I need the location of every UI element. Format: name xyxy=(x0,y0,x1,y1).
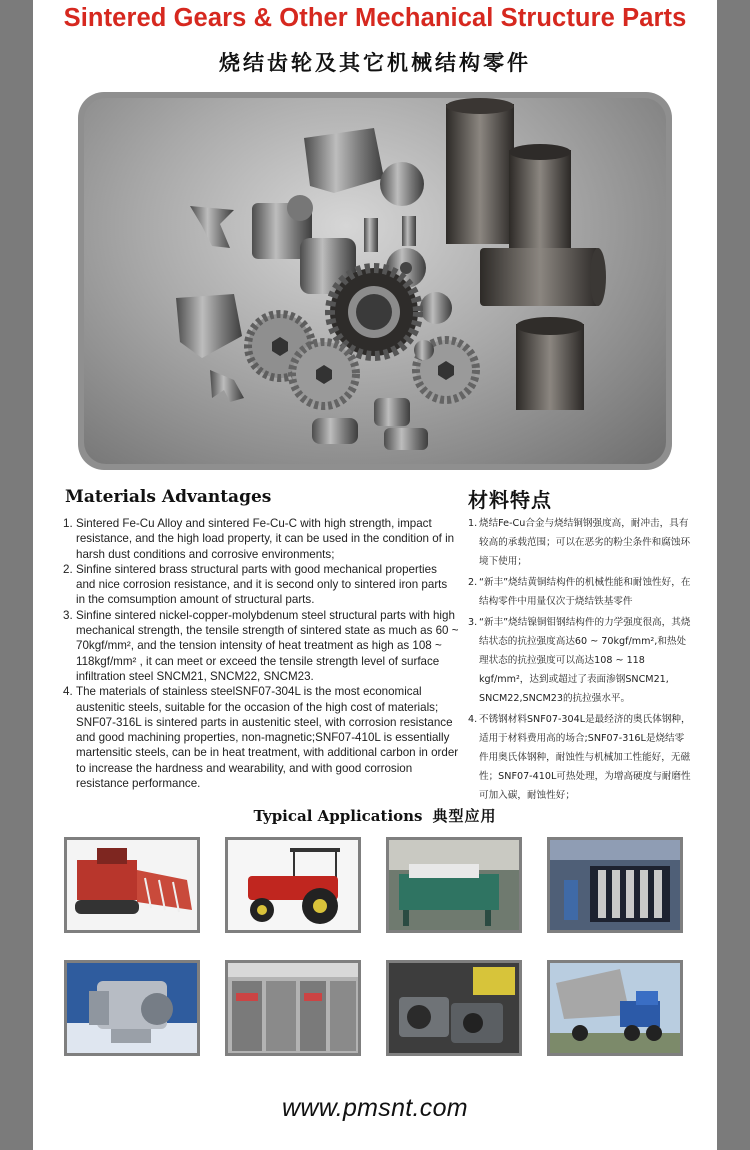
application-dump-truck-photo xyxy=(547,960,683,1056)
footer-url[interactable]: www.pmsnt.com xyxy=(282,1094,468,1122)
list-item: 1. 烧结Fe-Cu合金与烧结铜钢强度高，耐冲击，具有较高的承载范围；可以在恶劣的粉尘条件和腐蚀环境下使用； xyxy=(468,518,691,567)
applications-heading-cn: 典型应用 xyxy=(432,807,497,825)
application-motors-photo xyxy=(386,960,522,1056)
applications-heading xyxy=(33,805,717,826)
list-item: 3. “新丰”烧结镍铜钼钢结构件的力学强度很高，其烧结状态的抗拉强度高达60 ~ 70kgf/mm²,和热处理状态的抗拉强度可以高达108 ~ 118 kgf/mm²，达到或超过了表面渗钢SNCM21, SNCM22,SNCM23的抗拉强水平。 xyxy=(468,617,691,704)
list-item: 3. Sinfine sintered nickel-copper-molybdenum steel structural parts with high mechanical strength, the tensile strength of sintered state as much as 60 ~ 70kgf/mm², and the tension intensity of heat treatment as high as 108 ~ 118kgf/mm² , it can meet or exceed the tensile strength level of surface infiltration steel SNCM21, SNCM22, SNCM23. xyxy=(63,608,459,683)
list-item: 1. Sintered Fe-Cu Alloy and sintered Fe-Cu-C with high strength, impact resistance, and the high load property, it can be used in the condition of in harsh dust conditions and corrosive environments; xyxy=(63,517,455,561)
application-tractor-photo xyxy=(225,837,361,933)
materials-heading-cn: 材料特点 xyxy=(468,488,552,512)
hero-parts-photo xyxy=(78,92,672,470)
list-item: 4. 不锈钢材料SNF07-304L是最经济的奥氏体钢种，适用于材料费用高的场合;SNF07-316L是烧结零件用奥氏体钢种，耐蚀性与机械加工性能好，无磁性；SNF07-410L可热处理，为增高硬度与耐磨性可加入碳，耐蚀性好； xyxy=(468,714,691,801)
applications-heading-en: Typical Applications xyxy=(253,807,423,825)
application-factory-line-photo xyxy=(547,837,683,933)
materials-list-en xyxy=(63,516,459,791)
brochure-page xyxy=(33,0,717,1150)
sintered-parts-illustration xyxy=(84,98,666,464)
list-item: 2. Sinfine sintered brass structural parts with good mechanical properties and nice corrosion resistance, and it is second only to sintered iron parts in the comsumption amount of structural parts. xyxy=(63,562,448,607)
materials-list-cn xyxy=(468,514,693,807)
application-knitting-machines-photo xyxy=(225,960,361,1056)
materials-heading-en: Materials Advantages xyxy=(65,487,272,507)
application-compressor-photo xyxy=(64,960,200,1056)
list-item: 4. The materials of stainless steelSNF07-304L is the most economical austenitic steels, suitable for the occasion of the high cost of materials; SNF07-316L is sintered parts in austenitic steel, with corrosion resistance and good machining properties, non-magnetic;SNF07-410L is essentially martensitic steels, can be in heat treatment, with additional carbon in order to increase the hardness and wearability, and with good corrosion resistance performance. xyxy=(63,685,459,791)
application-harvester-photo xyxy=(64,837,200,933)
title-cn: 烧结齿轮及其它机械结构零件 xyxy=(219,51,531,75)
list-item: 2. “新丰”烧结黄铜结构件的机械性能和耐蚀性好，在结构零件中用量仅次于烧结铁基零件 xyxy=(468,577,691,607)
application-loom-photo xyxy=(386,837,522,933)
title-en: Sintered Gears & Other Mechanical Structure Parts xyxy=(63,4,687,32)
